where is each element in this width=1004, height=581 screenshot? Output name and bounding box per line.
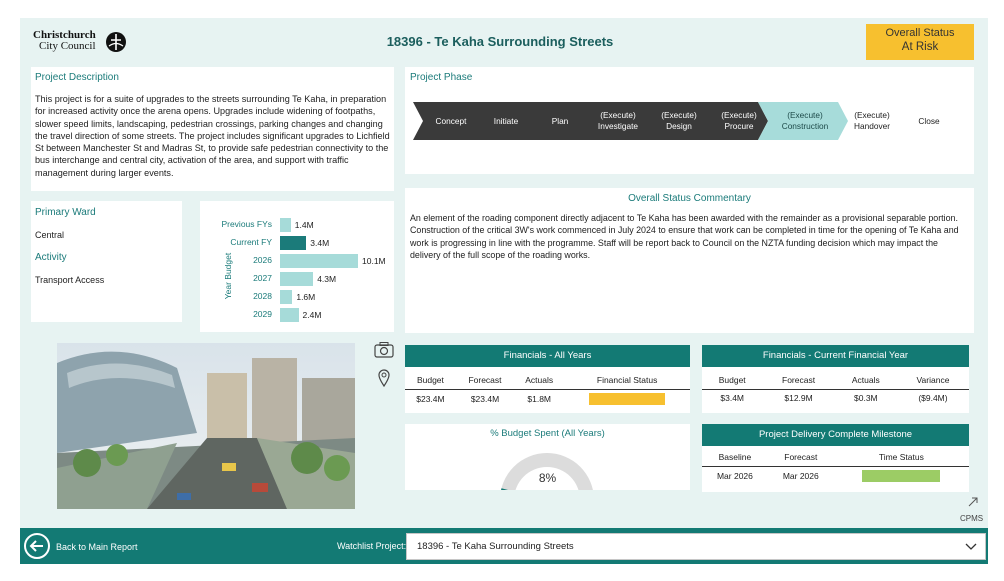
milestone-title: Project Delivery Complete Milestone	[702, 424, 969, 446]
page-title: 18396 - Te Kaha Surrounding Streets	[386, 34, 614, 49]
primary-ward-value: Central	[35, 230, 65, 240]
phase-chevron-bar	[413, 102, 953, 140]
watchlist-label: Watchlist Project:	[337, 541, 407, 551]
back-to-main-label: Back to Main Report	[56, 542, 138, 552]
phase-step-0: Concept	[435, 115, 467, 126]
chart-bars	[200, 217, 394, 327]
milestone-forecast: Mar 2026	[768, 467, 834, 486]
budget-spent-card	[405, 424, 690, 490]
council-logo	[33, 30, 128, 56]
financials-all-years-table	[405, 371, 690, 408]
chart-category-label: 2028	[253, 291, 272, 301]
chart-bar-row	[200, 289, 390, 305]
status-value: At Risk	[901, 41, 939, 53]
chart-category-label: 2026	[253, 255, 272, 265]
fin-all-actuals: $1.8M	[514, 390, 564, 409]
chart-bar-row	[200, 307, 390, 323]
chart-bar-row	[200, 253, 390, 269]
milestone-header-forecast: Forecast	[784, 452, 818, 462]
milestone-header-baseline: Baseline	[718, 452, 752, 462]
project-description-card	[31, 67, 394, 191]
milestone-table	[702, 448, 969, 485]
project-phase-title: Project Phase	[410, 72, 473, 83]
financials-current-table	[702, 371, 969, 406]
camera-icon[interactable]	[374, 342, 394, 358]
phase-step-6: (Execute) Construction	[781, 110, 829, 131]
status-label: Overall Status	[885, 27, 955, 39]
chart-bar	[280, 254, 358, 268]
chart-category-label: 2027	[253, 273, 272, 283]
chart-value-label: 1.4M	[294, 220, 314, 230]
chart-value-label: 3.4M	[310, 238, 330, 248]
fin-cur-variance: ($9.4M)	[897, 390, 969, 407]
fin-all-header-forecast: Forecast	[468, 375, 502, 385]
fin-cur-header-budget: Budget	[718, 375, 746, 385]
ward-card	[31, 201, 182, 322]
fin-all-header-actuals: Actuals	[525, 375, 554, 385]
fin-cur-header-variance: Variance	[916, 375, 950, 385]
fin-cur-actuals: $0.3M	[835, 390, 897, 407]
financial-status-indicator	[589, 393, 665, 405]
chart-bar	[280, 308, 299, 322]
street-render-graphic	[57, 343, 355, 509]
chevron-down-icon	[965, 543, 977, 551]
chart-value-label: 1.6M	[296, 292, 316, 302]
phase-step-5: (Execute) Procure	[721, 110, 757, 131]
commentary-card	[405, 188, 974, 333]
fin-cur-header-forecast: Forecast	[782, 375, 816, 385]
chart-bar	[280, 236, 306, 250]
activity-value: Transport Access	[35, 275, 105, 285]
chart-bar	[280, 272, 313, 286]
financials-current-card	[702, 345, 969, 413]
milestone-header-status: Time Status	[878, 452, 924, 462]
chart-bar-row	[200, 217, 390, 233]
phase-step-7: (Execute) Handover	[854, 110, 890, 131]
chart-bar-row	[200, 271, 390, 287]
fin-all-budget: $23.4M	[405, 390, 456, 409]
logo-line2: City Council	[39, 40, 96, 52]
phase-step-8: Close	[918, 115, 940, 126]
chart-value-label: 4.3M	[317, 274, 337, 284]
fin-all-header-status: Financial Status	[596, 375, 658, 385]
financials-all-years-title: Financials - All Years	[405, 345, 690, 367]
cpms-label: CPMS	[960, 514, 984, 523]
project-description-title: Project Description	[35, 72, 119, 83]
chart-value-label: 10.1M	[362, 256, 386, 266]
phase-step-2: Plan	[551, 115, 569, 126]
budget-spent-title: % Budget Spent (All Years)	[490, 428, 605, 439]
activity-label: Activity	[35, 252, 67, 263]
milestone-card	[702, 424, 969, 492]
budget-spent-value: 8%	[538, 471, 557, 485]
back-to-main-button[interactable]	[23, 532, 163, 560]
footer-bar	[20, 528, 988, 564]
commentary-text: An element of the roading component directly adjacent to Te Kaha has been awarded with the remainder as a provisional separable portion. Construction of the critical 3W's work commenced in July 2024 to ensure that work can be completed in time for the opening of Te Kaha and work is progressing in line with the programme. Staff will be report back to Council on the NZTA funding decision which may impact the delivery of the full scope of the roading works.	[410, 213, 959, 260]
phase-step-4: (Execute) Design	[661, 110, 697, 131]
project-description-text: This project is for a suite of upgrades to the streets surrounding Te Kaha, in preparation for increased activity once the arena opens. Upgrades include widening of footpaths, slower speed limits, landscaping, pedestrian crossings, parking changes and changing the travel direction of some streets. The project includes significant upgrades to Lichfield St between Manchester St and Madras St, to provide safe pedestrian connectivity to the bus interchange and central city, activation of the area, and support with traffic management during larger events.	[35, 94, 390, 178]
chart-bar	[280, 218, 291, 232]
expand-icon[interactable]	[967, 496, 979, 508]
financials-all-years-card	[405, 345, 690, 413]
overall-status-badge	[866, 24, 974, 60]
commentary-title: Overall Status Commentary	[628, 193, 751, 204]
map-pin-icon[interactable]	[378, 369, 390, 387]
milestone-baseline: Mar 2026	[702, 467, 768, 486]
chart-bar-row	[200, 235, 390, 251]
fin-cur-header-actuals: Actuals	[851, 375, 880, 385]
logo-line1: Christchurch	[33, 29, 96, 41]
chart-ylabel: Year Budget	[223, 252, 233, 300]
fin-cur-budget: $3.4M	[702, 390, 762, 407]
year-budget-chart	[200, 201, 394, 332]
chart-category-label: Previous FYs	[221, 219, 272, 229]
primary-ward-label: Primary Ward	[35, 207, 96, 218]
chart-category-label: 2029	[253, 309, 272, 319]
financials-current-title: Financials - Current Financial Year	[702, 345, 969, 367]
fin-all-header-budget: Budget	[416, 375, 444, 385]
fin-all-forecast: $23.4M	[456, 390, 514, 409]
chart-category-label: Current FY	[230, 237, 272, 247]
back-arrow-icon	[23, 532, 51, 560]
council-logo-icon	[105, 31, 127, 53]
project-render-image	[57, 343, 355, 509]
chart-bar	[280, 290, 292, 304]
phase-step-3: (Execute) Investigate	[597, 110, 639, 131]
time-status-indicator	[862, 470, 940, 482]
fin-cur-forecast: $12.9M	[762, 390, 834, 407]
chart-value-label: 2.4M	[302, 310, 322, 320]
watchlist-project-select[interactable]	[406, 533, 986, 560]
phase-step-1: Initiate	[493, 115, 519, 126]
watchlist-selected-value: 18396 - Te Kaha Surrounding Streets	[417, 541, 574, 552]
